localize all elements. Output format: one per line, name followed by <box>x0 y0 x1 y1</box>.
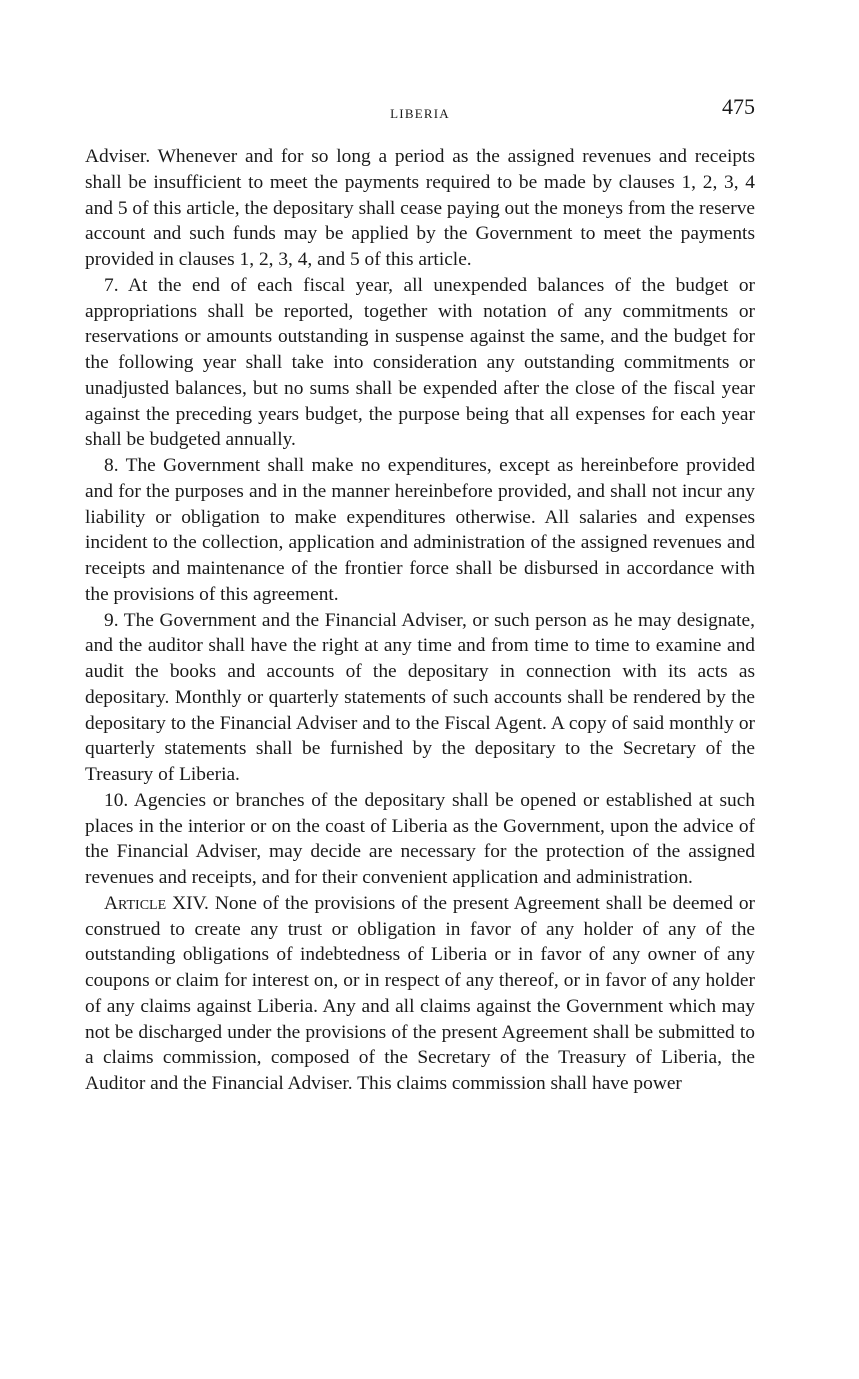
paragraph-clause-7: 7. At the end of each fiscal year, all unexpended balances of the budget or appropriations shall be reported, together with notation of any commitments or reservations or amounts outstanding in suspense against the same, and the budget for the following year shall take into consideration any outstanding commitments or unadjusted balances, but no sums shall be expended after the close of the fiscal year against the preceding years budget, the purpose being that all expenses for each year shall be budgeted annually. <box>85 274 755 451</box>
paragraph-clause-9: 9. The Government and the Financial Adviser, or such person as he may designate, and the auditor shall have the right at any time and from time to time to examine and audit the books and accounts of the depositary in connection with its acts as depositary. Monthly or quarterly statements of such accounts shall be rendered by the depositary to the Financial Adviser and to the Fiscal Agent. A copy of said monthly or quarterly statements shall be furnished by the depositary to the Secretary of the Treasury of Liberia. <box>85 609 755 785</box>
paragraph-clause-10: 10. Agencies or branches of the depositary shall be opened or established at such places in the interior or on the coast of Liberia as the Government, upon the advice of the Financial Adviser, may decide are necessary for the protection of the assigned revenues and receipts, and for their convenient application and administration. <box>85 789 755 888</box>
document-page <box>85 92 755 1097</box>
running-title: LIBERIA <box>390 106 450 121</box>
paragraph-clause-8: 8. The Government shall make no expenditures, except as hereinbefore provided and for the purposes and in the manner hereinbefore provided, and shall not incur any liability or obligation to make expenditures otherwise. All salaries and expenses incident to the collection, application and administration of the assigned revenues and receipts and maintenance of the frontier force shall be disbursed in accordance with the provisions of this agreement. <box>85 455 755 605</box>
paragraph-article-xiv <box>85 891 755 1097</box>
article-label: Article <box>104 892 167 914</box>
body-text <box>85 144 755 1097</box>
page-number: 475 <box>722 94 755 119</box>
paragraph-continuation: Adviser. Whenever and for so long a period as the assigned revenues and receipts shall be insufficient to meet the payments required to be made by clauses 1, 2, 3, 4 and 5 of this article, the depositary shall cease paying out the moneys from the reserve account and such funds may be applied by the Government to meet the payments provided in clauses 1, 2, 3, 4, and 5 of this article. <box>85 146 755 270</box>
article-xiv-text: XIV. None of the provisions of the present Agreement shall be deemed or construed to create any trust or obligation in favor of any holder of any of the outstanding obligations of indebtedness of Liberia or in favor of any owner of any coupons or claim for interest on, or in respect of any thereof, or in favor of any holder of any claims against Liberia. Any and all claims against the Government which may not be discharged under the provisions of the present Agreement shall be submitted to a claims commission, composed of the Secretary of the Treasury of Liberia, the Auditor and the Financial Adviser. This claims commission shall have power <box>85 892 755 1094</box>
running-header <box>85 92 755 132</box>
